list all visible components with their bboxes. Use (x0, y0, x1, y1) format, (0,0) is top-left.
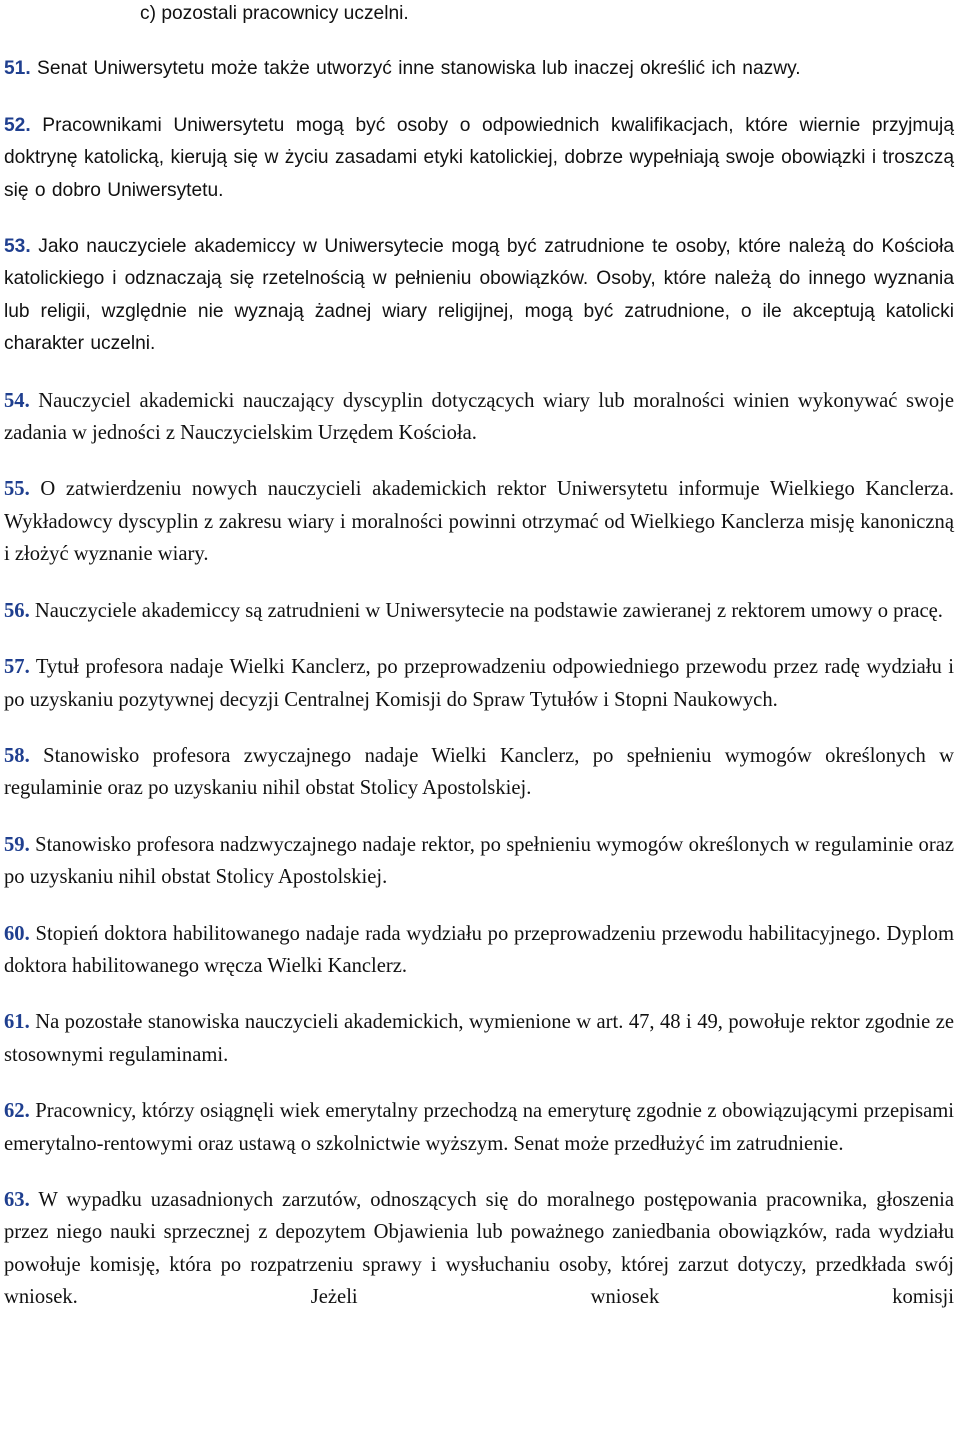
article-number: 58. (4, 744, 30, 767)
article-60 (4, 918, 954, 983)
article-text: O zatwierdzeniu nowych nauczycieli akademickich rektor Uniwersytetu informuje Wielkiego Kanclerza. Wykładowcy dyscyplin z zakresu wiary i moralności powinni otrzymać od Wielkiego Kanclerza misję kanoniczną i złożyć wyznanie wiary. (4, 478, 954, 566)
article-63 (4, 1184, 954, 1314)
article-number: 55. (4, 478, 30, 501)
article-58 (4, 740, 954, 805)
article-text: Pracownikami Uniwersytetu mogą być osoby o odpowiednich kwalifikacjach, które wiernie przyjmują doktrynę katolicką, kierują się w życiu zasadami etyki katolickiej, dobrze wypełniają swoje obowiązki i troszczą się o dobro Uniwersytetu. (4, 114, 954, 201)
article-text: Jako nauczyciele akademiccy w Uniwersytecie mogą być zatrudnione te osoby, które należą do Kościoła katolickiego i odznaczają się rzetelnością w pełnieniu obowiązków. Osoby, które należą do innego wyznania lub religii, względnie nie wyznają żadnej wiary religijnej, mogą być zatrudnione, o ile akceptują katolicki charakter uczelni. (4, 236, 954, 355)
article-57 (4, 651, 954, 716)
article-number: 51. (4, 58, 31, 80)
article-number: 59. (4, 833, 30, 856)
article-51 (4, 53, 954, 85)
article-59 (4, 829, 954, 894)
article-56 (4, 595, 954, 627)
article-61 (4, 1006, 954, 1071)
article-number: 60. (4, 922, 30, 945)
article-number: 53. (4, 236, 31, 258)
list-item-c: c) pozostali pracownicy uczelni. (140, 3, 409, 24)
article-number: 57. (4, 656, 30, 679)
article-54 (4, 385, 954, 450)
article-number: 62. (4, 1100, 30, 1123)
article-text: Tytuł profesora nadaje Wielki Kanclerz, po przeprowadzeniu odpowiedniego przewodu przez radę wydziału i po uzyskaniu pozytywnej decyzji Centralnej Komisji do Spraw Tytułów i Stopni Naukowych. (4, 656, 954, 711)
article-number: 63. (4, 1188, 30, 1211)
article-text: Senat Uniwersytetu może także utworzyć inne stanowiska lub inaczej określić ich nazwy. (30, 58, 801, 80)
article-62 (4, 1095, 954, 1160)
article-number: 54. (4, 389, 30, 412)
article-text: Nauczyciel akademicki nauczający dyscyplin dotyczących wiary lub moralności winien wykonywać swoje zadania w jedności z Nauczycielskim Urzędem Kościoła. (4, 389, 954, 445)
article-number: 61. (4, 1011, 30, 1034)
article-52 (4, 110, 954, 207)
article-53 (4, 231, 954, 361)
article-number: 52. (4, 114, 31, 136)
article-text: Stopień doktora habilitowanego nadaje rada wydziału po przeprowadzeniu przewodu habilitacyjnego. Dyplom doktora habilitowanego wręcza Wielki Kanclerz. (4, 922, 954, 977)
article-text: Pracownicy, którzy osiągnęli wiek emerytalny przechodzą na emeryturę zgodnie z obowiązującymi przepisami emerytalno-rentowymi oraz ustawą o szkolnictwie wyższym. Senat może przedłużyć im zatrudnienie. (4, 1100, 954, 1155)
article-number: 56. (4, 599, 30, 622)
article-text: Stanowisko profesora nadzwyczajnego nadaje rektor, po spełnieniu wymogów określonych w regulaminie oraz po uzyskaniu nihil obstat Stolicy Apostolskiej. (4, 833, 954, 889)
article-text: Stanowisko profesora zwyczajnego nadaje Wielki Kanclerz, po spełnieniu wymogów określonych w regulaminie oraz po uzyskaniu nihil obstat Stolicy Apostolskiej. (4, 744, 954, 800)
article-text: Na pozostałe stanowiska nauczycieli akademickich, wymienione w art. 47, 48 i 49, powołuje rektor zgodnie ze stosownymi regulaminami. (4, 1011, 954, 1066)
article-text: Nauczyciele akademiccy są zatrudnieni w Uniwersytecie na podstawie zawieranej z rektorem umowy o pracę. (29, 599, 943, 622)
article-text: W wypadku uzasadnionych zarzutów, odnoszących się do moralnego postępowania pracownika, głoszenia przez niego nauki sprzecznej z depozytem Objawienia lub poważnego zaniedbania obowiązków, rada wydziału powołuje komisję, która po rozpatrzeniu sprawy i wysłuchaniu osoby, której zarzut dotyczy, przedkłada swój wniosek. Jeżeli wniosek komisji (4, 1188, 954, 1309)
article-55 (4, 473, 954, 570)
document-page (4, 0, 954, 1314)
